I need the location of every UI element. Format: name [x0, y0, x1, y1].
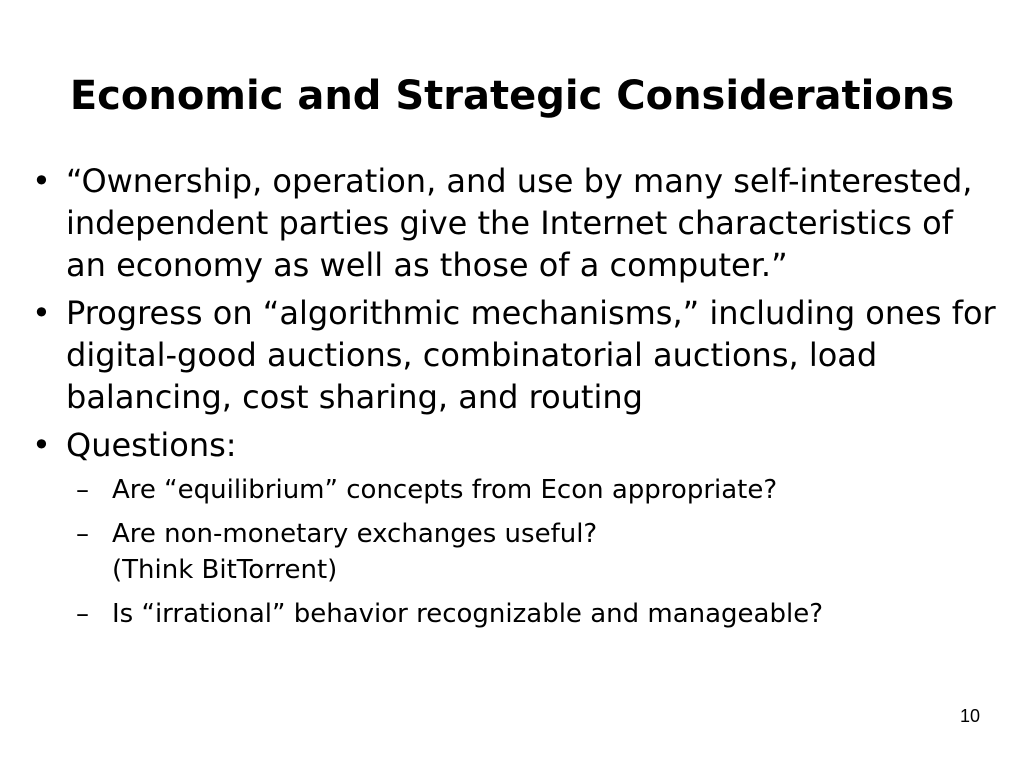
sub-bullet-item [66, 516, 1002, 588]
bullet-marker: • [32, 162, 51, 200]
dash-marker: – [76, 599, 89, 629]
slide-title: Economic and Strategic Considerations [69, 73, 955, 119]
sub-bullet-text [112, 596, 1002, 632]
bullet-item [32, 292, 1002, 418]
sub-bullet-item [66, 596, 1002, 632]
dash-marker: – [76, 475, 89, 505]
sub-bullet-line: (Think BitTorrent) [112, 555, 338, 585]
sub-bullet-list [66, 472, 1002, 632]
sub-bullet-line: Are “equilibrium” concepts from Econ appropriate? [112, 475, 778, 505]
bullet-item [32, 424, 1002, 632]
bullet-text: Progress on “algorithmic mechanisms,” including ones for digital-good auctions, combinatorial auctions, load balancing, cost sharing, and routing [66, 294, 996, 416]
bullet-list [32, 160, 1002, 640]
sub-bullet-line: Are non-monetary exchanges useful? [112, 519, 598, 549]
page-number: 10 [959, 706, 980, 726]
bullet-item [32, 160, 1002, 286]
sub-bullet-text [112, 516, 1002, 588]
dash-marker: – [76, 519, 89, 549]
sub-bullet-item [66, 472, 1002, 508]
bullet-marker: • [32, 426, 51, 464]
sub-bullet-text [112, 472, 1002, 508]
bullet-text: “Ownership, operation, and use by many self-interested, independent parties give the Internet characteristics of an economy as well as those of a computer.” [66, 162, 973, 284]
sub-bullet-line: Is “irrational” behavior recognizable and manageable? [112, 599, 824, 629]
bullet-marker: • [32, 294, 51, 332]
bullet-text: Questions: [66, 426, 237, 464]
